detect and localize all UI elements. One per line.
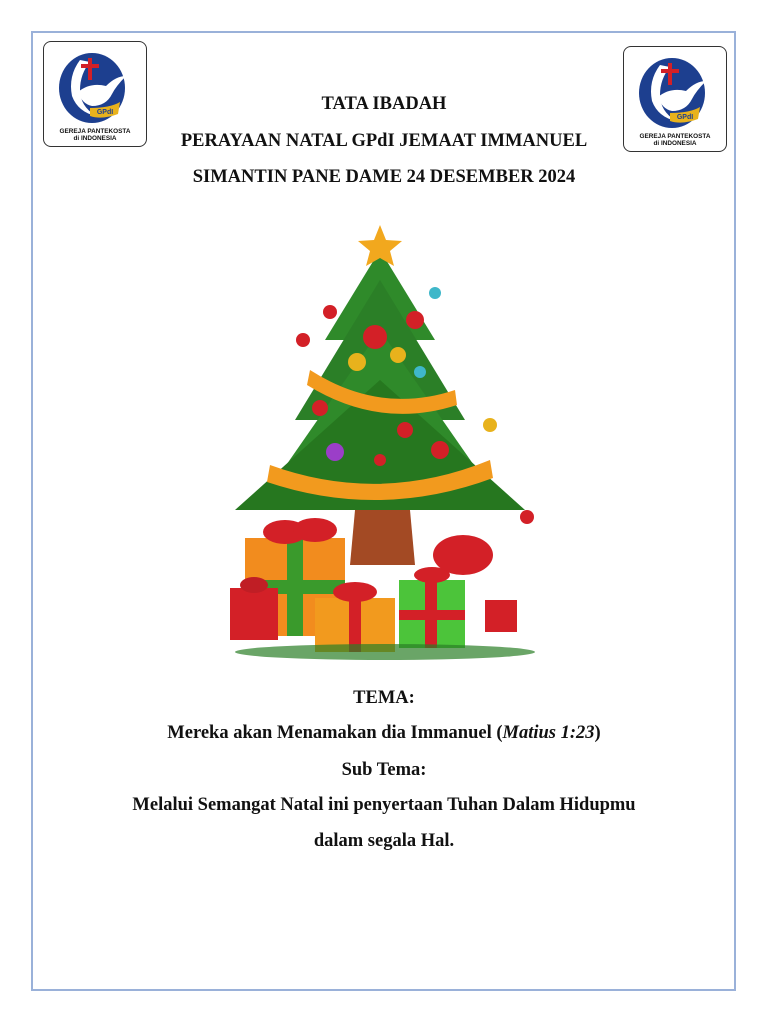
theme-text: [40, 723, 728, 744]
sub-theme-line2: dalam segala Hal.: [313, 831, 455, 851]
logo-org-line1: GEREJA PANTEKOSTA: [59, 128, 131, 135]
logo-org-line1: GEREJA PANTEKOSTA: [639, 133, 711, 140]
theme-main-text: Mereka akan Menamakan dia Immanuel (: [167, 723, 503, 743]
theme-close-paren: ): [594, 723, 601, 743]
sub-theme-label: Sub Tema:: [341, 760, 427, 780]
sub-theme-line1: Melalui Semangat Natal ini penyertaan Tuhan Dalam Hidupmu: [132, 795, 636, 815]
document-title: TATA IBADAH: [321, 94, 447, 114]
bible-reference: Matius 1:23: [502, 723, 595, 743]
dove-cross-emblem-icon: [630, 51, 720, 131]
logo-org-line2: di INDONESIA: [73, 135, 117, 142]
event-place-date: SIMANTIN PANE DAME 24 DESEMBER 2024: [192, 167, 576, 187]
event-name: PERAYAAN NATAL GPdI JEMAAT IMMANUEL: [180, 131, 588, 151]
christmas-tree-with-gifts-icon: [215, 220, 545, 660]
emblem-text: GPdI: [676, 114, 694, 121]
logo-org-line2: di INDONESIA: [653, 140, 697, 147]
emblem-text: GPdI: [96, 109, 114, 116]
theme-label: TEMA:: [353, 688, 415, 708]
